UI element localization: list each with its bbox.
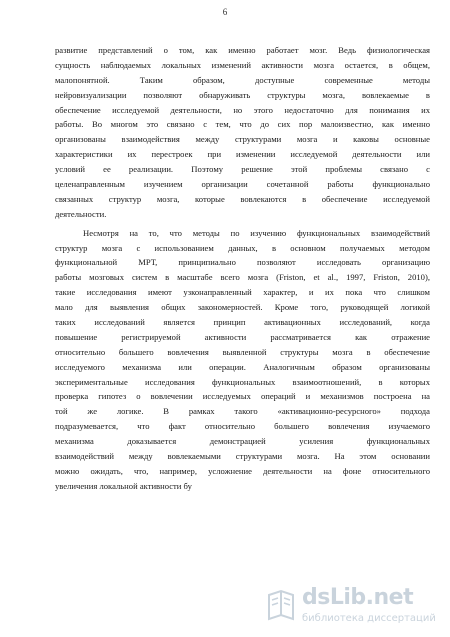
text-line: той же логике. В рамках такого «активационно-ресурсного» подхода <box>55 406 430 417</box>
watermark-title: dsLib.net <box>302 585 414 610</box>
text-line: механизма доказывается демонстрацией усиления функциональных <box>55 436 430 447</box>
paragraph-1 <box>55 43 430 222</box>
text-line: обеспечение исследуемой деятельности, но этого недостаточно для понимания их <box>55 104 430 115</box>
book-logo-icon <box>266 589 296 623</box>
text-line: относительно большего вовлечения выявленной структуры мозга в обеспечение <box>55 346 430 357</box>
paragraph-2 <box>55 226 430 494</box>
text-line: структур мозга с использованием данных, в основном получаемых методом <box>55 242 430 253</box>
site-watermark <box>266 585 436 629</box>
text-line: связанных структур мозга, которые вовлекаются в обеспечение исследуемой <box>55 193 430 204</box>
text-line: организованы взаимодействия между структурами мозга и каковы основные <box>55 134 430 145</box>
text-line: условий ее реализации. Поэтому решение этой проблемы связано с <box>55 164 430 175</box>
text-line: целенаправленным изучением организации сочетанной работы функционально <box>55 179 430 190</box>
text-line: Несмотря на то, что методы по изучению функциональных взаимодействий <box>83 227 430 238</box>
text-line: исследуемого механизма или операции. Аналогичным образом организованы <box>55 361 430 372</box>
text-line: нейровизуализации позволяют обнаруживать структуры мозга, вовлекаемые в <box>55 89 430 100</box>
text-line: характеристики их перестроек при изменении исследуемой деятельности или <box>55 149 430 160</box>
text-line: функциональной МРТ, принципиально позволяют исследовать организацию <box>55 257 430 268</box>
text-line: развитие представлений о том, как именно работает мозг. Ведь физиологическая <box>55 45 430 55</box>
text-line: таких исследований является принцип активационных исследований, когда <box>55 317 430 328</box>
text-line: такие исследования имеют узконаправленный характер, и их пока что слишком <box>55 287 430 298</box>
text-line: можно ожидать, что, например, усложнение деятельности на фоне относительного <box>55 465 430 476</box>
text-line: повышение регистрируемой активности рассматривается как отражение <box>55 331 430 342</box>
page-body <box>55 43 430 494</box>
text-line: подразумевается, что факт относительно большего вовлечения изучаемого <box>55 421 430 432</box>
text-line: малопонятной. Таким образом, доступные современные методы <box>55 74 430 85</box>
text-line: работы. Во многом это связано с тем, что до сих пор малоизвестно, как именно <box>55 119 430 130</box>
text-line: взаимодействий между вовлекаемыми структурами мозга. На этом основании <box>55 451 430 462</box>
watermark-subtitle: библиотека диссертаций <box>302 613 436 624</box>
text-line: проверка гипотез о вовлечении исследуемых операций и механизмов построена на <box>55 391 430 402</box>
text-line: деятельности. <box>55 208 107 219</box>
text-line: мало для выявления общих закономерностей. Кроме того, руководящей логикой <box>55 302 430 313</box>
text-line: увеличения локальной активности бу <box>55 480 192 491</box>
text-line: работы мозговых систем в масштабе всего мозга (Friston, et al., 1997, Friston, 2010), <box>55 272 430 283</box>
text-line: экспериментальные исследования функциональных взаимоотношений, в которых <box>55 376 430 387</box>
text-line: сущность наблюдаемых локальных изменений активности мозга остается, в общем, <box>55 59 430 70</box>
page-number: 6 <box>222 7 228 17</box>
